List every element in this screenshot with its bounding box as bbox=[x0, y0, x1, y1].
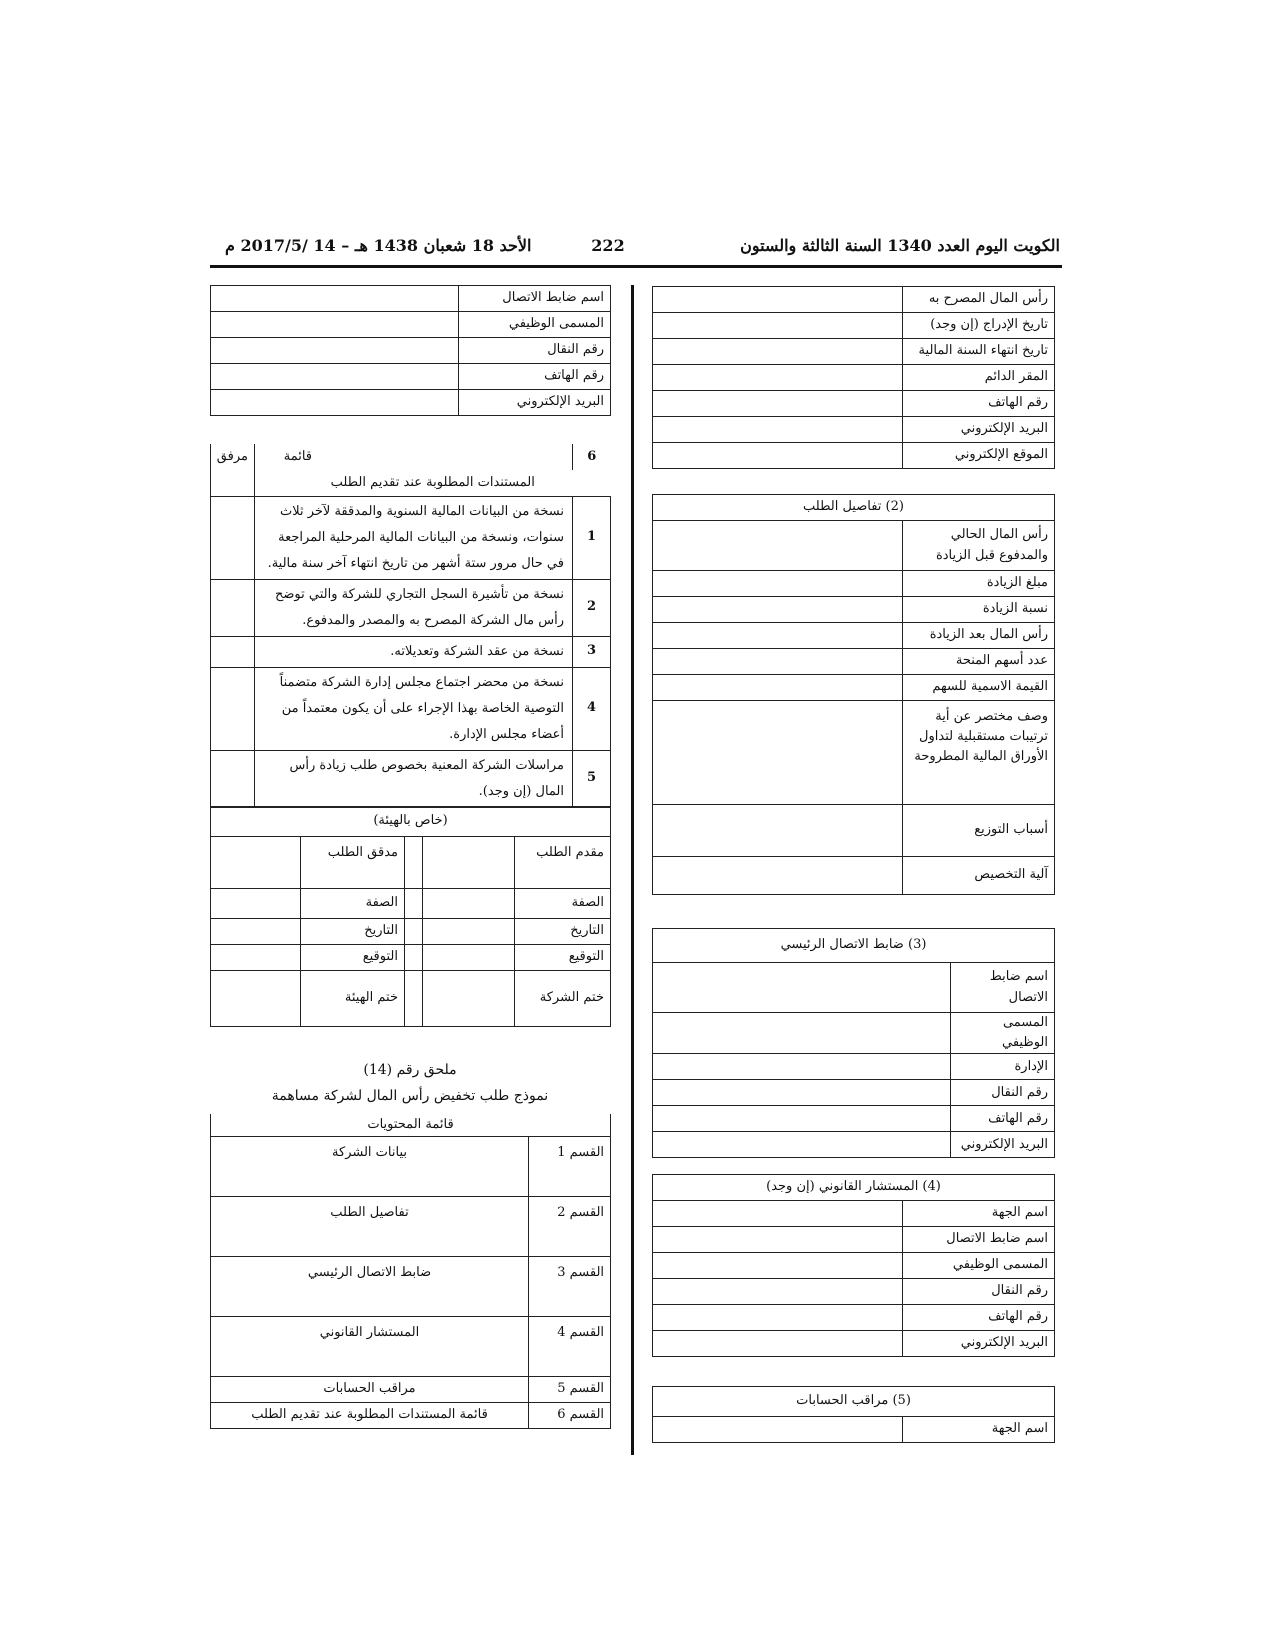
signature-value[interactable] bbox=[211, 945, 301, 971]
field-value[interactable] bbox=[653, 1013, 951, 1054]
field-label: اسم الجهة bbox=[903, 1201, 1055, 1227]
capacity-label: الصفة bbox=[515, 889, 611, 919]
list-label: قائمة bbox=[255, 444, 573, 470]
field-value[interactable] bbox=[653, 623, 903, 649]
item-text: نسخة من عقد الشركة وتعديلاته. bbox=[255, 636, 573, 667]
field-value[interactable] bbox=[653, 571, 903, 597]
item-number: 2 bbox=[573, 579, 611, 636]
auditor-table bbox=[652, 1386, 1055, 1443]
field-value[interactable] bbox=[653, 521, 903, 571]
field-value[interactable] bbox=[653, 963, 951, 1013]
date-label: التاريخ bbox=[515, 919, 611, 945]
field-value[interactable] bbox=[653, 1279, 903, 1305]
table-row bbox=[211, 636, 611, 667]
company-stamp-value[interactable] bbox=[423, 971, 515, 1027]
field-label: عدد أسهم المنحة bbox=[903, 649, 1055, 675]
authority-stamp-value[interactable] bbox=[211, 971, 301, 1027]
field-value[interactable] bbox=[653, 1106, 951, 1132]
documents-title: المستندات المطلوبة عند تقديم الطلب bbox=[255, 470, 611, 496]
item-number: 4 bbox=[573, 667, 611, 750]
field-label: نسبة الزيادة bbox=[903, 597, 1055, 623]
field-value[interactable] bbox=[653, 313, 903, 339]
field-label: القيمة الاسمية للسهم bbox=[903, 675, 1055, 701]
field-value[interactable] bbox=[653, 1054, 951, 1080]
field-value[interactable] bbox=[653, 1201, 903, 1227]
company-stamp-label: ختم الشركة bbox=[515, 971, 611, 1027]
field-label: رأس المال المصرح به bbox=[903, 287, 1055, 313]
spacer-cell bbox=[405, 837, 423, 889]
field-label: اسم الجهة bbox=[903, 1417, 1055, 1443]
field-label: البريد الإلكتروني bbox=[459, 390, 611, 416]
table-row bbox=[211, 667, 611, 750]
table-of-contents bbox=[210, 1114, 611, 1429]
field-value[interactable] bbox=[653, 1305, 903, 1331]
section-title: (2) تفاصيل الطلب bbox=[653, 495, 1055, 521]
toc-section: القسم 1 bbox=[529, 1136, 611, 1196]
field-label: اسم ضابط الاتصال bbox=[951, 963, 1055, 1013]
toc-row bbox=[211, 1376, 611, 1402]
item-text: نسخة من البيانات المالية السنوية والمدققة لآخر ثلاث سنوات، ونسخة من البيانات المالية المرحلية المراجعة في حال مرور ستة أشهر من تاريخ انتهاء آخر سنة مالية. bbox=[255, 496, 573, 579]
field-label: أسباب التوزيع bbox=[903, 805, 1055, 857]
spacer-cell bbox=[405, 945, 423, 971]
field-value[interactable] bbox=[653, 805, 903, 857]
field-value[interactable] bbox=[653, 597, 903, 623]
date-value[interactable] bbox=[423, 919, 515, 945]
main-contact-table bbox=[652, 928, 1055, 1158]
field-label: المسمى الوظيفي bbox=[951, 1013, 1055, 1054]
field-label: رقم الهاتف bbox=[459, 364, 611, 390]
field-label: رأس المال بعد الزيادة bbox=[903, 623, 1055, 649]
capacity-label: الصفة bbox=[301, 889, 405, 919]
section-title: (5) مراقب الحسابات bbox=[653, 1387, 1055, 1417]
field-value[interactable] bbox=[653, 1417, 903, 1443]
company-info-table bbox=[652, 286, 1055, 469]
attachment-checkbox[interactable] bbox=[211, 750, 255, 807]
toc-title: قائمة المحتويات bbox=[211, 1114, 611, 1136]
date-label: التاريخ bbox=[301, 919, 405, 945]
spacer-cell bbox=[405, 889, 423, 919]
request-details-table bbox=[652, 494, 1055, 895]
field-label: تاريخ انتهاء السنة المالية bbox=[903, 339, 1055, 365]
capacity-value[interactable] bbox=[423, 889, 515, 919]
table-row bbox=[211, 750, 611, 807]
toc-row bbox=[211, 1136, 611, 1196]
field-label: رقم النقال bbox=[951, 1080, 1055, 1106]
field-value[interactable] bbox=[653, 443, 903, 469]
field-value[interactable] bbox=[653, 1132, 951, 1158]
signature-label: التوقيع bbox=[515, 945, 611, 971]
toc-entry: المستشار القانوني bbox=[211, 1316, 529, 1376]
capacity-value[interactable] bbox=[211, 889, 301, 919]
applicant-label: مقدم الطلب bbox=[515, 837, 611, 889]
header-rule bbox=[210, 265, 1062, 268]
field-label: البريد الإلكتروني bbox=[951, 1132, 1055, 1158]
field-value[interactable] bbox=[653, 857, 903, 895]
gazette-issue-info: الكويت اليوم العدد 1340 السنة الثالثة والستون bbox=[740, 236, 1060, 255]
authority-title: (خاص بالهيئة) bbox=[211, 807, 611, 837]
field-value[interactable] bbox=[211, 338, 459, 364]
date-value[interactable] bbox=[211, 919, 301, 945]
authority-stamp-label: ختم الهيئة bbox=[301, 971, 405, 1027]
field-label: المسمى الوظيفي bbox=[903, 1253, 1055, 1279]
section-title: (3) ضابط الاتصال الرئيسي bbox=[653, 929, 1055, 963]
legal-advisor-table bbox=[652, 1174, 1055, 1357]
annex-title: نموذج طلب تخفيض رأس المال لشركة مساهمة bbox=[271, 1088, 549, 1104]
field-label: المسمى الوظيفي bbox=[459, 312, 611, 338]
field-value[interactable] bbox=[653, 675, 903, 701]
required-documents-table bbox=[210, 444, 611, 808]
field-value[interactable] bbox=[653, 1253, 903, 1279]
toc-section: القسم 3 bbox=[529, 1256, 611, 1316]
field-label: مبلغ الزيادة bbox=[903, 571, 1055, 597]
attachment-checkbox[interactable] bbox=[211, 636, 255, 667]
item-number: 5 bbox=[573, 750, 611, 807]
attachment-cell bbox=[211, 470, 255, 496]
field-value[interactable] bbox=[653, 391, 903, 417]
signature-label: التوقيع bbox=[301, 945, 405, 971]
item-number: 1 bbox=[573, 496, 611, 579]
auditor-value[interactable] bbox=[211, 837, 301, 889]
field-value[interactable] bbox=[653, 649, 903, 675]
toc-row bbox=[211, 1256, 611, 1316]
field-label: رقم النقال bbox=[459, 338, 611, 364]
toc-row bbox=[211, 1196, 611, 1256]
attachment-checkbox[interactable] bbox=[211, 579, 255, 636]
field-label: رأس المال الحالي والمدفوع قبل الزيادة bbox=[903, 521, 1055, 571]
issue-date: الأحد 18 شعبان 1438 هـ – 14 /2017/5 م bbox=[225, 236, 532, 255]
field-value[interactable] bbox=[653, 417, 903, 443]
field-value[interactable] bbox=[211, 312, 459, 338]
field-value[interactable] bbox=[653, 1227, 903, 1253]
field-label: المقر الدائم bbox=[903, 365, 1055, 391]
column-divider bbox=[631, 285, 634, 1455]
field-value[interactable] bbox=[211, 286, 459, 312]
field-label: البريد الإلكتروني bbox=[903, 1331, 1055, 1357]
field-label: رقم النقال bbox=[903, 1279, 1055, 1305]
toc-section: القسم 5 bbox=[529, 1376, 611, 1402]
page-number: 222 bbox=[591, 236, 625, 255]
authority-use-table bbox=[210, 806, 611, 1027]
attachment-checkbox[interactable] bbox=[211, 667, 255, 750]
item-number: 3 bbox=[573, 636, 611, 667]
field-value[interactable] bbox=[653, 1080, 951, 1106]
field-label: الإدارة bbox=[951, 1054, 1055, 1080]
field-value[interactable] bbox=[211, 390, 459, 416]
section-number: 6 bbox=[573, 444, 611, 470]
field-label: رقم الهاتف bbox=[903, 1305, 1055, 1331]
item-text: نسخة من تأشيرة السجل التجاري للشركة والتي توضح رأس مال الشركة المصرح به والمصدر والمدفوع. bbox=[255, 579, 573, 636]
contact-table bbox=[210, 285, 611, 416]
auditor-label: مدقق الطلب bbox=[301, 837, 405, 889]
field-label: اسم ضابط الاتصال bbox=[903, 1227, 1055, 1253]
field-label: وصف مختصر عن أية ترتيبات مستقبلية لتداول الأوراق المالية المطروحة bbox=[903, 701, 1055, 805]
spacer-cell bbox=[405, 971, 423, 1027]
field-value[interactable] bbox=[653, 339, 903, 365]
field-label: آلية التخصيص bbox=[903, 857, 1055, 895]
field-value[interactable] bbox=[211, 364, 459, 390]
field-label: رقم الهاتف bbox=[951, 1106, 1055, 1132]
field-label: تاريخ الإدراج (إن وجد) bbox=[903, 313, 1055, 339]
item-text: نسخة من محضر اجتماع مجلس إدارة الشركة متضمناً التوصية الخاصة بهذا الإجراء على أن يكون معتمداً من أعضاء مجلس الإدارة. bbox=[255, 667, 573, 750]
field-label: البريد الإلكتروني bbox=[903, 417, 1055, 443]
toc-row bbox=[211, 1316, 611, 1376]
toc-section: القسم 4 bbox=[529, 1316, 611, 1376]
toc-entry: تفاصيل الطلب bbox=[211, 1196, 529, 1256]
toc-entry: مراقب الحسابات bbox=[211, 1376, 529, 1402]
field-value[interactable] bbox=[653, 701, 903, 805]
section-title: (4) المستشار القانوني (إن وجد) bbox=[653, 1175, 1055, 1201]
signature-value[interactable] bbox=[423, 945, 515, 971]
spacer-cell bbox=[405, 919, 423, 945]
field-label: الموقع الإلكتروني bbox=[903, 443, 1055, 469]
annex-number: ملحق رقم (14) bbox=[363, 1062, 457, 1078]
item-text: مراسلات الشركة المعنية بخصوص طلب زيادة رأس المال (إن وجد). bbox=[255, 750, 573, 807]
attachment-checkbox[interactable] bbox=[211, 496, 255, 579]
toc-section: القسم 6 bbox=[529, 1402, 611, 1428]
field-value[interactable] bbox=[653, 365, 903, 391]
applicant-value[interactable] bbox=[423, 837, 515, 889]
attachment-label: مرفق bbox=[211, 444, 255, 470]
table-row bbox=[211, 496, 611, 579]
field-label: اسم ضابط الاتصال bbox=[459, 286, 611, 312]
field-value[interactable] bbox=[653, 1331, 903, 1357]
toc-entry: قائمة المستندات المطلوبة عند تقديم الطلب bbox=[211, 1402, 529, 1428]
toc-row bbox=[211, 1402, 611, 1428]
toc-entry: ضابط الاتصال الرئيسي bbox=[211, 1256, 529, 1316]
field-label: رقم الهاتف bbox=[903, 391, 1055, 417]
toc-section: القسم 2 bbox=[529, 1196, 611, 1256]
toc-entry: بيانات الشركة bbox=[211, 1136, 529, 1196]
field-value[interactable] bbox=[653, 287, 903, 313]
table-row bbox=[211, 579, 611, 636]
